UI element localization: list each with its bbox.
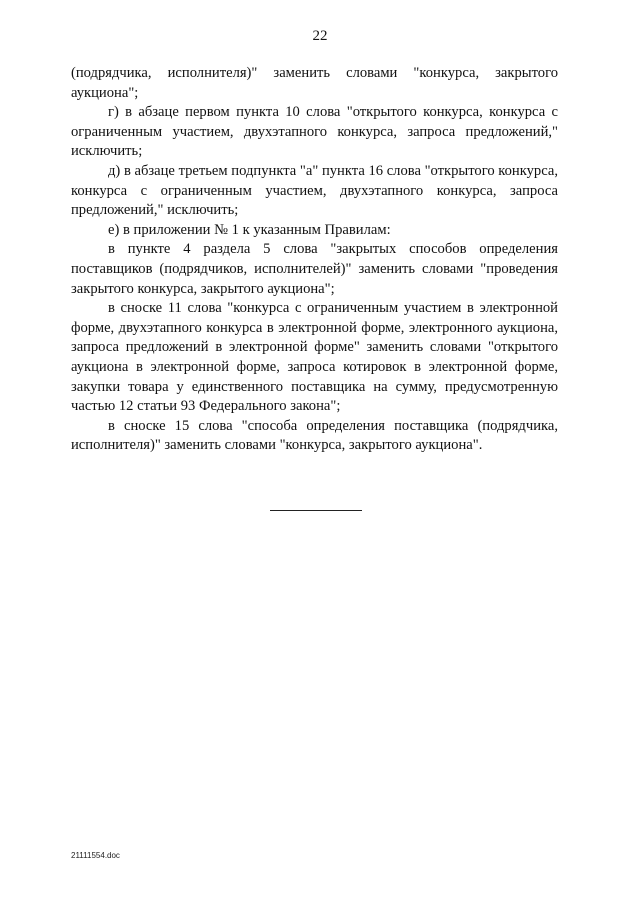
document-body <box>71 64 558 456</box>
paragraph-item-e: е) в приложении № 1 к указанным Правилам: <box>108 221 391 238</box>
paragraph-footnote-15: в сноске 15 слова "способа определения поставщика (подрядчика, исполнителя)" заменить словами "конкурса, закрытого аукциона". <box>71 417 558 454</box>
paragraph-continuation: (подрядчика, исполнителя)" заменить словами "конкурса, закрытого аукциона"; <box>71 65 558 101</box>
footer-file-name: 21111554.doc <box>71 851 120 860</box>
paragraph-item-g: г) в абзаце первом пункта 10 слова "открытого конкурса, конкурса с ограниченным участием, двухэтапного конкурса, запроса предложений," исключить; <box>71 104 558 160</box>
paragraph-footnote-11: в сноске 11 слова "конкурса с ограниченным участием в электронной форме, двухэтапного конкурса в электронной форме, электронного аукциона, запроса предложений в электронной форме" заменить словами "открытого аукциона в электронной форме, запроса котировок в электронной форме, закупки товара у единственного поставщика на сумму, предусмотренную частью 12 статьи 93 Федерального закона"; <box>71 300 558 415</box>
page-number: 22 <box>312 28 328 44</box>
paragraph-point-4: в пункте 4 раздела 5 слова "закрытых способов определения поставщиков (подрядчиков, исполнителей)" заменить словами "проведения закрытого конкурса, закрытого аукциона"; <box>71 241 558 297</box>
paragraph-item-d: д) в абзаце третьем подпункта "а" пункта 16 слова "открытого конкурса, конкурса с ограниченным участием, двухэтапного конкурса, запроса предложений," исключить; <box>71 162 558 219</box>
end-separator-line <box>270 510 362 511</box>
